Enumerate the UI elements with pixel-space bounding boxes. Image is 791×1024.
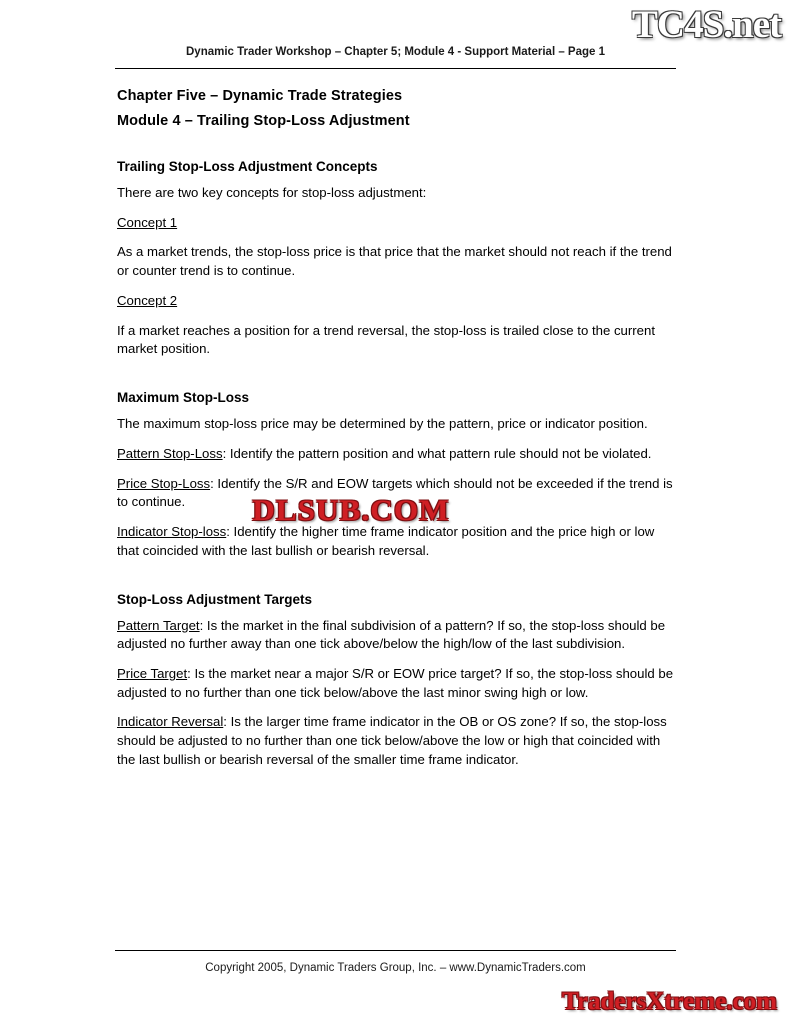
page-footer: Copyright 2005, Dynamic Traders Group, Inc. – www.DynamicTraders.com <box>205 962 586 974</box>
term-price-target: Price Target <box>117 666 188 682</box>
targets-item-price <box>117 665 677 702</box>
text-price-target: : Is the market near a major S/R or EOW price target? If so, the stop-loss should be adjusted to no further than one tick below/above the last minor swing high or low. <box>117 666 674 700</box>
term-indicator-stop-loss: Indicator Stop-loss <box>117 524 227 540</box>
watermark-tc4s: TC4S.net <box>631 3 781 46</box>
chapter-title: Chapter Five – Dynamic Trade Strategies <box>117 88 403 104</box>
footer-divider <box>115 950 676 951</box>
section-heading-maximum-stop-loss: Maximum Stop-Loss <box>117 390 250 406</box>
maximum-item-indicator <box>117 523 677 560</box>
concepts-intro: There are two key concepts for stop-loss adjustment: <box>117 185 427 200</box>
maximum-item-pattern <box>117 445 677 464</box>
section-heading-concepts: Trailing Stop-Loss Adjustment Concepts <box>117 159 378 174</box>
document-body <box>117 88 677 781</box>
targets-item-pattern <box>117 617 677 654</box>
maximum-stop-loss-intro: The maximum stop-loss price may be determined by the pattern, price or indicator position. <box>117 416 648 432</box>
concept-2-text: If a market reaches a position for a trend reversal, the stop-loss is trailed close to the current market position. <box>117 322 656 357</box>
term-indicator-reversal: Indicator Reversal <box>117 714 224 730</box>
header-divider <box>115 68 676 69</box>
text-pattern-stop-loss: : Identify the pattern position and what pattern rule should not be violated. <box>222 445 652 461</box>
term-pattern-stop-loss: Pattern Stop-Loss <box>117 445 223 461</box>
watermark-dlsub: DLSUB.COM <box>252 494 450 527</box>
spacer <box>117 572 677 592</box>
concept-2-label: Concept 2 <box>117 292 178 308</box>
concept-1-text: As a market trends, the stop-loss price is that price that the market should not reach if the trend or counter trend is to continue. <box>117 244 672 279</box>
term-pattern-target: Pattern Target <box>117 617 200 633</box>
page-header: Dynamic Trader Workshop – Chapter 5; Module 4 - Support Material – Page 1 <box>186 46 605 58</box>
term-price-stop-loss: Price Stop-Loss <box>117 475 211 491</box>
text-indicator-reversal: : Is the larger time frame indicator in the OB or OS zone? If so, the stop-loss should be adjusted to no further than one tick below/above the low or high that coincided with the last bullish or bearish reversal of the smaller time frame indicator. <box>117 714 667 767</box>
text-pattern-target: : Is the market in the final subdivision of a pattern? If so, the stop-loss should be adjusted no further away than one tick above/below the high/low of the last subdivision. <box>117 617 666 652</box>
text-price-stop-loss: : Identify the S/R and EOW targets which should not be exceeded if the trend is to continue. <box>117 475 673 510</box>
targets-item-indicator <box>117 713 677 769</box>
concept-1-label: Concept 1 <box>117 214 178 230</box>
text-indicator-stop-loss: : Identify the higher time frame indicator position and the price high or low that coincided with the last bullish or bearish reversal. <box>117 524 655 558</box>
spacer <box>117 370 677 390</box>
module-title: Module 4 – Trailing Stop-Loss Adjustment <box>117 113 410 129</box>
watermark-tradersxtreme: TradersXtreme.com <box>562 988 777 1015</box>
spacer <box>117 129 677 159</box>
section-heading-adjustment-targets: Stop-Loss Adjustment Targets <box>117 591 313 607</box>
